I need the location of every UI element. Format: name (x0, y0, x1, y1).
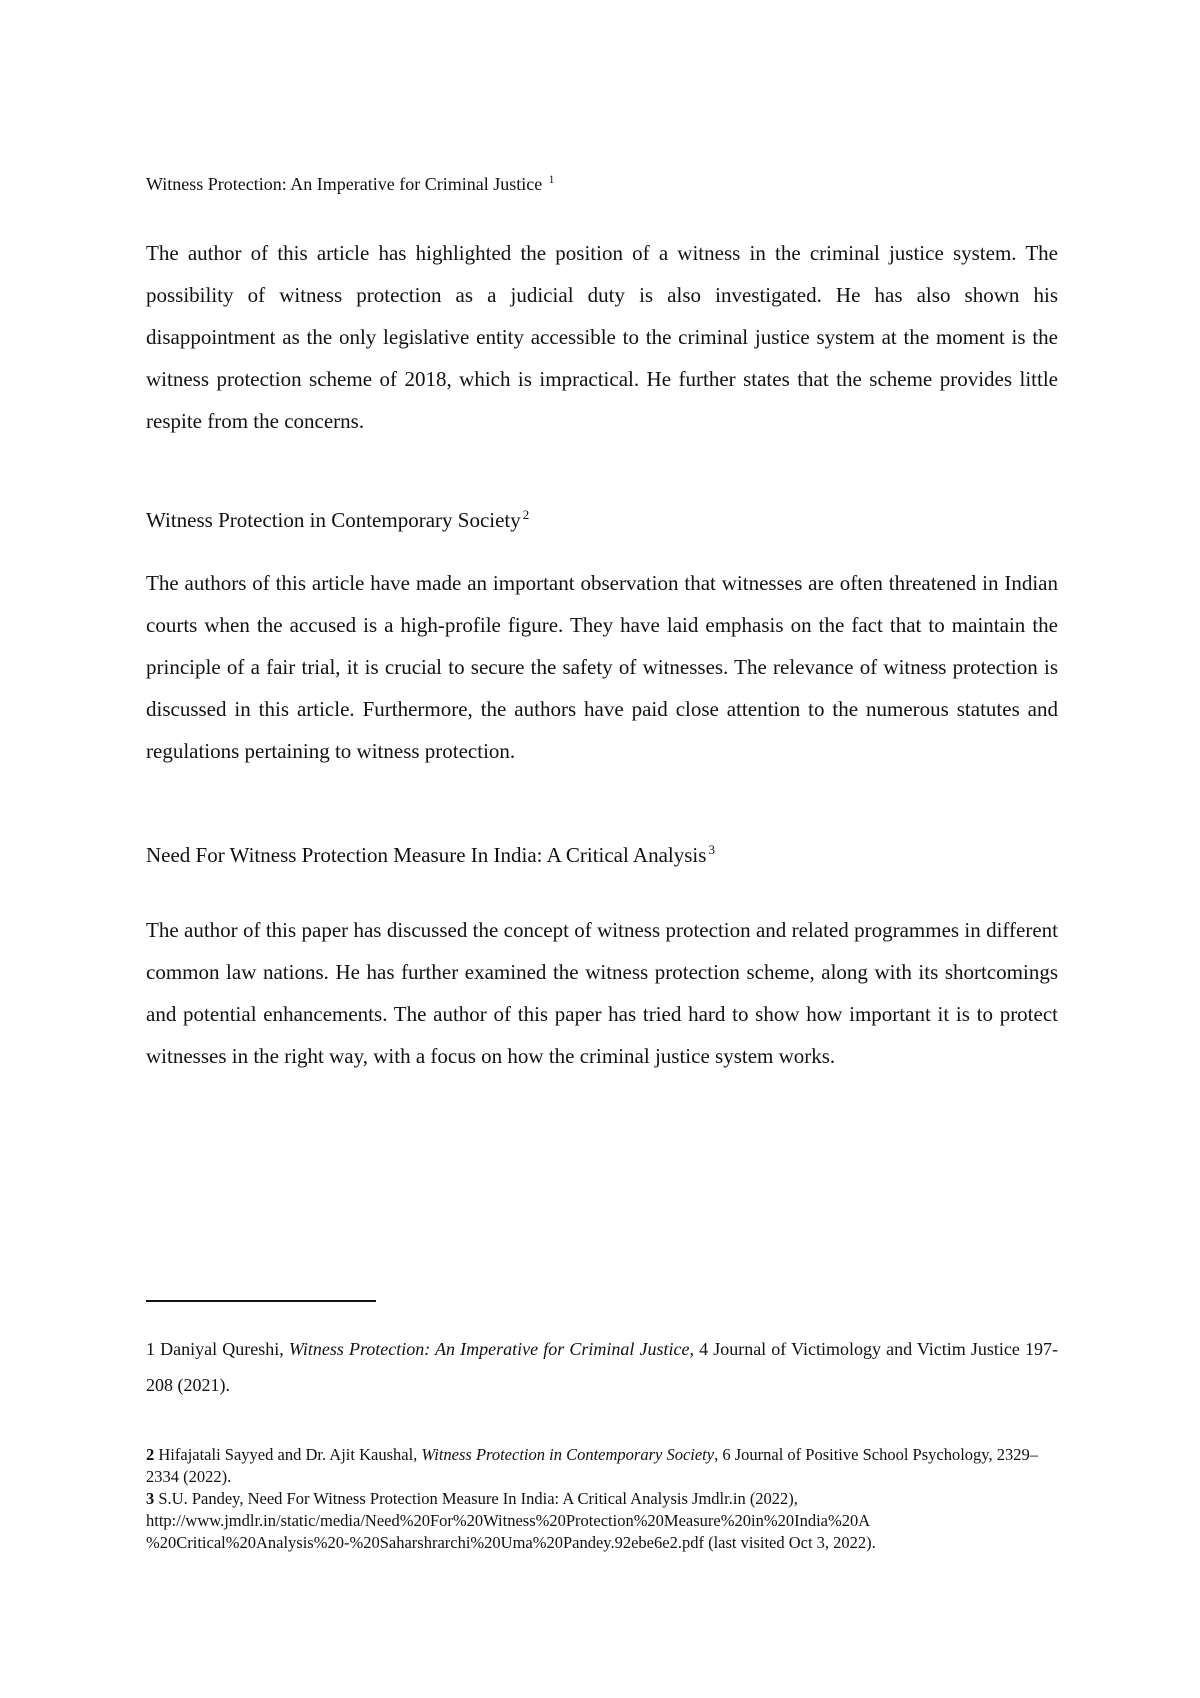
footnote-3-number: 3 (146, 1489, 155, 1508)
section-paragraph-3: The author of this paper has discussed the concept of witness protection and related programmes in different common law nations. He has further examined the witness protection scheme, along with its shortcomings and potential enhancements. The author of this paper has tried hard to show how important it is to protect witnesses in the right way, with a focus on how the criminal justice system works. (146, 918, 1058, 1068)
section-heading-3 (146, 843, 715, 868)
section-heading-2 (146, 508, 529, 533)
section-heading-1-text: Witness Protection: An Imperative for Criminal Justice (146, 174, 543, 194)
footnote-2-number: 2 (146, 1445, 155, 1464)
section-heading-2-text: Witness Protection in Contemporary Society (146, 508, 521, 532)
footnote-3-url-line-2[interactable]: %20Critical%20Analysis%20-%20Saharshrarchi%20Uma%20Pandey.92ebe6e2.pdf (last visited Oct 3, 2022). (146, 1533, 876, 1552)
footnote-3 (146, 1488, 1058, 1554)
section-heading-1 (146, 174, 554, 195)
footnote-2 (146, 1444, 1058, 1488)
footnote-1-citation: , 4 Journal of Victimology and Victim Justice 197-208 (2021). (146, 1339, 1059, 1395)
footnote-2-author: Hifajatali Sayyed and Dr. Ajit Kaushal, (158, 1445, 418, 1464)
footnote-1 (146, 1331, 1058, 1403)
section-heading-3-text: Need For Witness Protection Measure In India: A Critical Analysis (146, 843, 707, 867)
footnote-1-title: Witness Protection: An Imperative for Criminal Justice (288, 1339, 690, 1359)
footnote-2-title: Witness Protection in Contemporary Society (421, 1445, 715, 1464)
footnote-ref-3[interactable]: 3 (708, 842, 715, 857)
section-paragraph-2: The authors of this article have made an important observation that witnesses are often threatened in Indian courts when the accused is a high-profile figure. They have laid emphasis on the fact that to maintain the principle of a fair trial, it is crucial to secure the safety of witnesses. The relevance of witness protection is discussed in this article. Furthermore, the authors have paid close attention to the numerous statutes and regulations pertaining to witness protection. (146, 571, 1058, 763)
footnote-2-citation: , 6 Journal of Positive School Psychology, 2329–2334 (2022). (146, 1445, 1038, 1486)
footnote-ref-2[interactable]: 2 (522, 507, 530, 522)
footnote-3-citation: S.U. Pandey, Need For Witness Protection Measure In India: A Critical Analysis Jmdlr.in (2022), (158, 1489, 798, 1508)
footnote-ref-1[interactable]: 1 (548, 174, 555, 186)
footnote-separator (146, 1300, 376, 1302)
footnote-1-author: Daniyal Qureshi, (160, 1339, 284, 1359)
footnote-3-url-line-1[interactable]: http://www.jmdlr.in/static/media/Need%20For%20Witness%20Protection%20Measure%20in%20India%20A (146, 1511, 871, 1530)
footnote-1-number: 1 (146, 1339, 155, 1359)
section-paragraph-1: The author of this article has highlighted the position of a witness in the criminal justice system. The possibility of witness protection as a judicial duty is also investigated. He has also shown his disappointment as the only legislative entity accessible to the criminal justice system at the moment is the witness protection scheme of 2018, which is impractical. He further states that the scheme provides little respite from the concerns. (146, 241, 1058, 433)
